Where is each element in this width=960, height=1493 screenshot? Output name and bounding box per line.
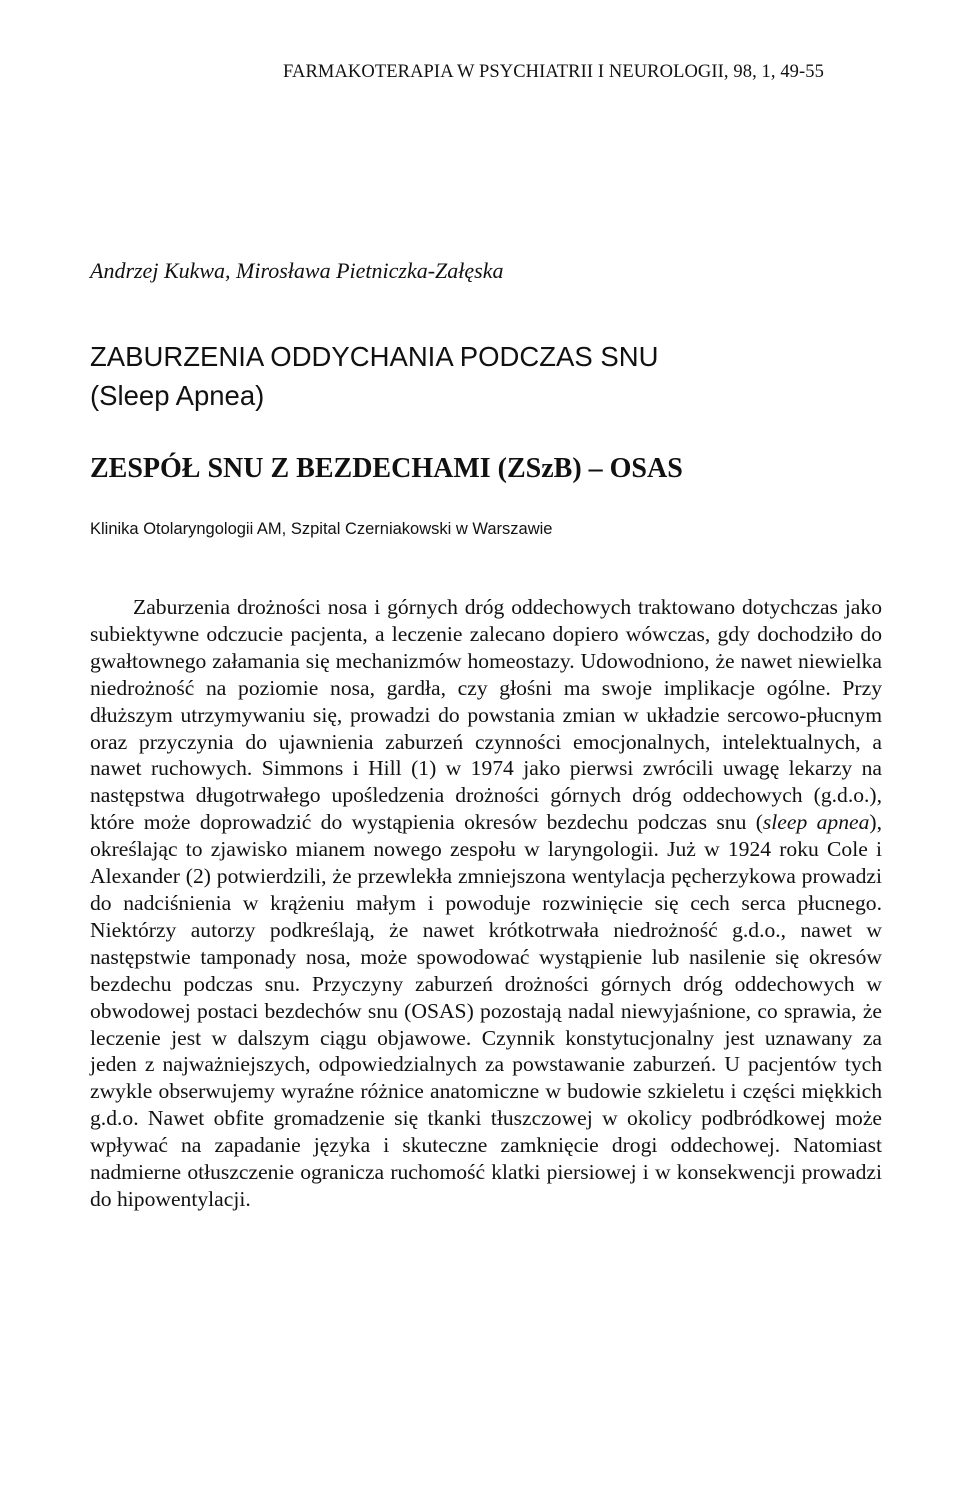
article-affiliation: Klinika Otolaryngologii AM, Szpital Czerniakowski w Warszawie	[90, 520, 553, 538]
journal-header: FARMAKOTERAPIA W PSYCHIATRII I NEUROLOGII, 98, 1, 49-55	[283, 62, 824, 82]
article-second-title: ZESPÓŁ SNU Z BEZDECHAMI (ZSzB) – OSAS	[90, 453, 683, 484]
body-text-italic-term: sleep apnea	[762, 810, 870, 835]
body-text-part-3: ), określając to zjawisko mianem nowego zespołu w laryngologii. Już w 1924 roku Cole i Alexander (2) potwierdzili, że przewlekła zmniejszona wentylacja pęcherzykowa prowadzi do nadciśnienia w krążeniu małym i powoduje rozwinięcie się cech serca płucnego. Niektórzy autorzy podkreślają, że nawet krótkotrwała niedrożność g.d.o., nawet w następstwie tamponady nosa, może spowodować wystąpienie lub nasilenie się okresów bezdechu podczas snu. Przyczyny zaburzeń drożności górnych dróg oddechowych w obwodowej postaci bezdechów snu (OSAS) pozostają nadal niewyjaśnione, co sprawia, że leczenie jest w dalszym ciągu objawowe. Czynnik konstytucjonalny jest uznawany za jeden z najważniejszych, odpowiedzialnych za powstawanie zaburzeń. U pacjentów tych zwykle obserwujemy wyraźne różnice anatomiczne w budowie szkieletu i części miękkich g.d.o. Nawet obfite gromadzenie się tkanki tłuszczowej w okolicy podbródkowej może wpływać na zapadanie języka i skuteczne zamknięcie drogi oddechowej. Natomiast nadmierne otłuszczenie ogranicza ruchomość klatki piersiowej i w konsekwencji prowadzi do hipowentylacji.	[90, 810, 882, 1211]
body-paragraph	[90, 594, 882, 1213]
body-text-part-1: Zaburzenia drożności nosa i górnych dróg oddechowych traktowano dotychczas jako subiektywne odczucie pacjenta, a leczenie zalecano dopiero wówczas, gdy dochodziło do gwałtownego załamania się mechanizmów homeostazy. Udowodniono, że nawet niewielka niedrożność na poziomie nosa, gardła, czy głośni ma swoje implikacje ogólne. Przy dłuższym utrzymywaniu się, prowadzi do powstania zmian w układzie sercowo-płucnym oraz przyczynia do ujawnienia zaburzeń czynności emocjonalnych, intelektualnych, a nawet ruchowych. Simmons i Hill (1) w 1974 jako pierwsi zwrócili uwagę lekarzy na następstwa długotrwałego upośledzenia drożności górnych dróg oddechowych (g.d.o.), które może doprowadzić do wystąpienia okresów bezdechu podczas snu (	[90, 595, 882, 835]
article-subtitle: (Sleep Apnea)	[90, 380, 265, 411]
article-authors: Andrzej Kukwa, Mirosława Pietniczka-Załęska	[90, 258, 504, 283]
article-title: ZABURZENIA ODDYCHANIA PODCZAS SNU	[90, 341, 659, 372]
